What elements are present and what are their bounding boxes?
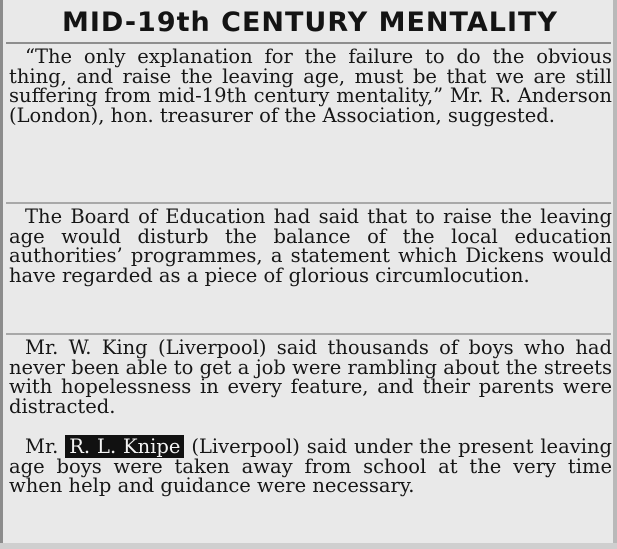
paragraph-prefix: Mr. bbox=[25, 435, 66, 458]
paragraph-anderson-quote: “The only explanation for the failure to do the obvious thing, and raise the leaving age, must be that we are still suffering from mid-19th century mentality,” Mr. R. Anderson (London), hon. treasurer of the Association, suggested. bbox=[9, 45, 612, 127]
paragraph-king-liverpool: Mr. W. King (Liverpool) said thousands of boys who had never been able to get a job were rambling about the streets with hopelessness in every feature, and their parents were distracted. bbox=[9, 336, 612, 418]
scan-edge-bottom bbox=[0, 543, 617, 549]
paragraph-divider bbox=[6, 333, 611, 335]
paragraph-divider bbox=[6, 202, 611, 204]
article-headline: MID-19th CENTURY MENTALITY bbox=[62, 7, 558, 38]
scan-edge-right bbox=[613, 0, 617, 549]
paragraph-knipe-liverpool bbox=[9, 437, 612, 496]
paragraph-board-of-education: The Board of Education had said that to raise the leaving age would disturb the balance of the local education authorities’ programmes, a statement which Dickens would have regarded as a piece of glorious circumlocution. bbox=[9, 205, 612, 287]
paragraph-suffix: (Liverpool) said under the present leaving age boys were taken away from school at the very time when help and guidance were necessary. bbox=[9, 435, 613, 498]
highlighted-name: R. L. Knipe bbox=[65, 435, 184, 458]
headline-divider bbox=[6, 42, 611, 44]
